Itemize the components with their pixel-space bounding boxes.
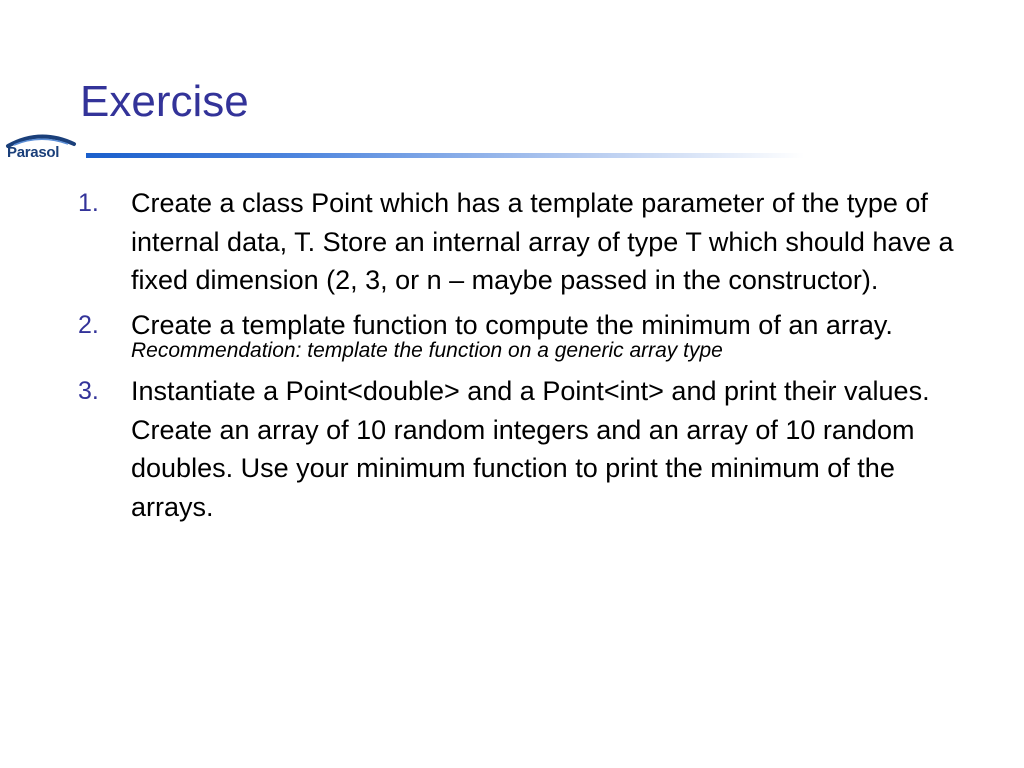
item-text: Instantiate a Point<double> and a Point<int> and print their values. Create an array of 10 random integers and an array of 10 random doubles. Use your minimum function to print the minimum of the arrays. <box>131 376 930 522</box>
parasol-logo <box>4 130 80 170</box>
item-number: 1. <box>78 189 99 217</box>
item-number: 2. <box>78 310 99 339</box>
item-text: Create a class Point which has a template parameter of the type of internal data, T. Store an internal array of type T which should have a fixed dimension (2, 3, or n – maybe passed in the constructor). <box>131 188 954 295</box>
exercise-item-1 <box>78 184 958 300</box>
title-divider <box>86 153 804 158</box>
recommendation-note: Recommendation: template the function on a generic array type <box>131 339 723 362</box>
slide-title: Exercise <box>80 77 249 126</box>
exercise-list <box>78 184 958 532</box>
item-number: 3. <box>78 377 99 405</box>
logo-text: Parasol <box>7 144 60 161</box>
exercise-item-2 <box>78 306 958 365</box>
item-text: Create a template function to compute the minimum of an array. <box>131 309 893 340</box>
exercise-item-3 <box>78 372 958 526</box>
